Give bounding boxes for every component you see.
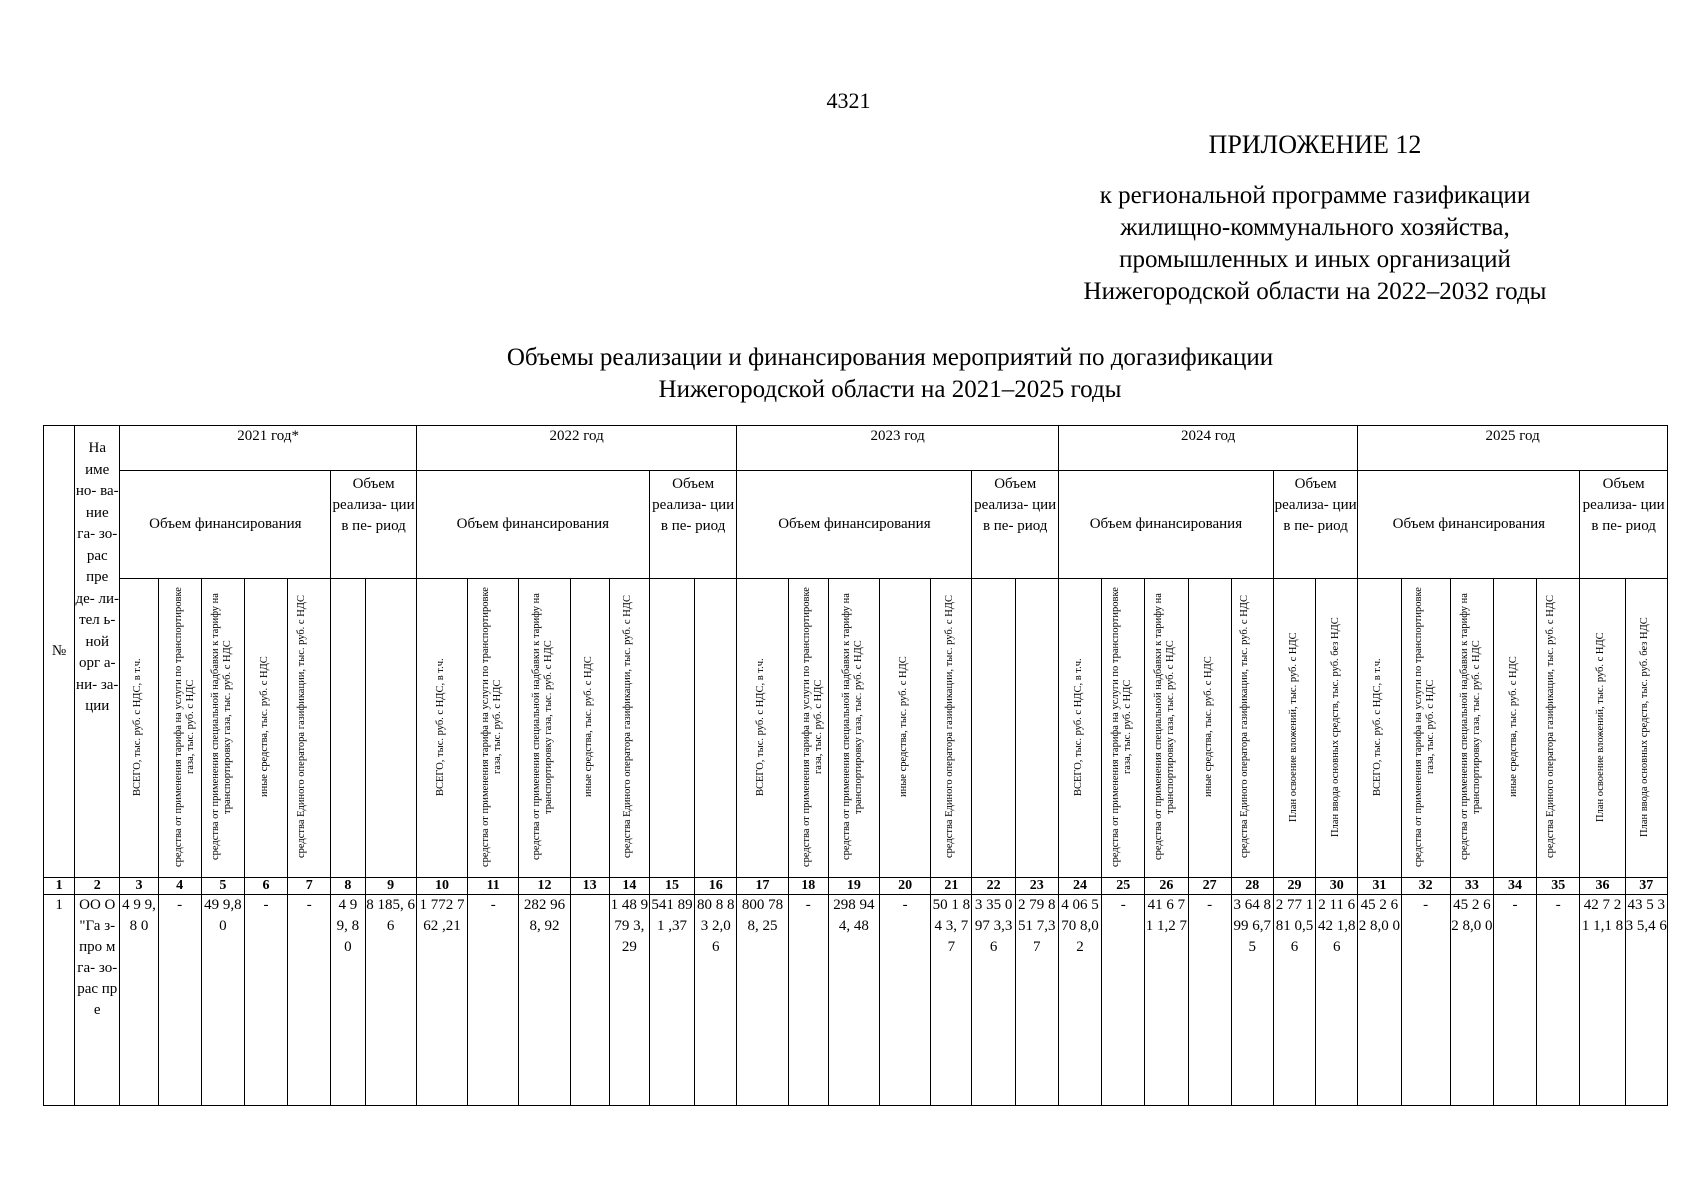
appendix-subtitle xyxy=(1030,180,1600,308)
edinyi-operator-header-text: средства Единого оператора газификации, тыс. руб. с НДС xyxy=(296,595,308,859)
empty-header-cell xyxy=(695,579,737,878)
tariff-header xyxy=(158,579,201,878)
special-surcharge-header-text: средства от применения специальной надбавки к тарифу на транспортировку газа, тыс. руб. с НДС xyxy=(531,593,555,861)
table-cell: - xyxy=(788,895,828,1106)
number-column-header: № xyxy=(44,426,75,878)
special-surcharge-header xyxy=(1145,579,1188,878)
other-funds-header-text: иные средства, тыс. руб. с НДС xyxy=(582,656,594,798)
other-funds-header xyxy=(1493,579,1536,878)
other-funds-header-text: иные средства, тыс. руб. с НДС xyxy=(1508,656,1520,798)
year-2024-header: 2024 год xyxy=(1058,426,1357,471)
total-header xyxy=(737,579,788,878)
table-cell: 8 185, 66 xyxy=(365,895,416,1106)
column-number: 24 xyxy=(1058,878,1101,895)
table-cell: 49 9,8 0 xyxy=(201,895,244,1106)
empty-header-cell xyxy=(1015,579,1058,878)
edinyi-operator-header xyxy=(931,579,972,878)
column-number: 30 xyxy=(1316,878,1358,895)
column-number: 8 xyxy=(331,878,365,895)
realization-volume-header: Объем реализа- ции в пе- риод xyxy=(649,471,736,579)
empty-header-cell xyxy=(365,579,416,878)
column-number: 6 xyxy=(244,878,287,895)
column-number: 12 xyxy=(519,878,570,895)
column-number: 35 xyxy=(1537,878,1580,895)
column-number: 1 xyxy=(44,878,75,895)
table-cell: 2 79 8 51 7,3 7 xyxy=(1015,895,1058,1106)
realization-volume-header: Объем реализа- ции в пе- риод xyxy=(972,471,1058,579)
plan-investment-header-text: План освоение вложений, тыс. руб. с НДС xyxy=(1287,632,1299,822)
total-header xyxy=(1058,579,1101,878)
tariff-header xyxy=(468,579,519,878)
other-funds-header-text: иные средства, тыс. руб. с НДС xyxy=(1202,656,1214,798)
realization-volume-header: Объем реализа- ции в пе- риод xyxy=(1273,471,1357,579)
total-header-text: ВСЕГО, тыс. руб. с НДС, в т.ч. xyxy=(131,658,143,796)
tariff-header xyxy=(1102,579,1145,878)
other-funds-header xyxy=(244,579,287,878)
column-number: 18 xyxy=(788,878,828,895)
column-number: 16 xyxy=(695,878,737,895)
plan-commissioning-header xyxy=(1625,579,1667,878)
table-cell: - xyxy=(468,895,519,1106)
column-number: 20 xyxy=(880,878,931,895)
column-number: 11 xyxy=(468,878,519,895)
total-header xyxy=(416,579,467,878)
table-cell: 1 772 762 ,21 xyxy=(416,895,467,1106)
total-header-text: ВСЕГО, тыс. руб. с НДС, в т.ч. xyxy=(434,658,446,796)
other-funds-header xyxy=(570,579,609,878)
table-cell: 41 6 71 1,2 7 xyxy=(1145,895,1188,1106)
group-header-row xyxy=(44,471,1668,579)
table-cell: 80 8 83 2,0 6 xyxy=(695,895,737,1106)
column-number: 9 xyxy=(365,878,416,895)
empty-header-cell xyxy=(972,579,1015,878)
table-cell: 43 5 33 5,4 6 xyxy=(1625,895,1667,1106)
column-number: 26 xyxy=(1145,878,1188,895)
plan-commissioning-header-text: План ввода основных средств, тыс. руб. без НДС xyxy=(1639,617,1651,837)
financing-volume-header: Объем финансирования xyxy=(1358,471,1580,579)
plan-commissioning-header-text: План ввода основных средств, тыс. руб. без НДС xyxy=(1329,617,1341,837)
special-surcharge-header xyxy=(1450,579,1493,878)
special-surcharge-header-text: средства от применения специальной надбавки к тарифу на транспортировку газа, тыс. руб. с НДС xyxy=(1458,593,1482,861)
column-number: 15 xyxy=(649,878,694,895)
column-number: 5 xyxy=(201,878,244,895)
column-number: 13 xyxy=(570,878,609,895)
financing-volume-header: Объем финансирования xyxy=(416,471,649,579)
table-cell: 2 11 6 42 1,8 6 xyxy=(1316,895,1358,1106)
tariff-header-text: средства от применения тарифа на услуги по транспортировке газа, тыс. руб. с НДС xyxy=(480,587,504,867)
table-cell: 3 35 0 97 3,3 6 xyxy=(972,895,1015,1106)
edinyi-operator-header-text: средства Единого оператора газификации, тыс. руб. с НДС xyxy=(622,595,634,859)
column-number: 32 xyxy=(1401,878,1450,895)
financing-table xyxy=(43,425,1668,1106)
total-header-text: ВСЕГО, тыс. руб. с НДС, в т.ч. xyxy=(1372,658,1384,796)
column-number: 34 xyxy=(1493,878,1536,895)
other-funds-header-text: иные средства, тыс. руб. с НДС xyxy=(259,656,271,798)
financing-volume-header: Объем финансирования xyxy=(1058,471,1273,579)
document-title-line: Объемы реализации и финансирования мероприятий по догазификации xyxy=(506,344,1274,371)
column-number: 4 xyxy=(158,878,201,895)
document-title xyxy=(300,342,1480,406)
total-header xyxy=(120,579,158,878)
column-number: 31 xyxy=(1358,878,1401,895)
special-surcharge-header-text: средства от применения специальной надбавки к тарифу на транспортировку газа, тыс. руб. с НДС xyxy=(209,593,233,861)
table-row xyxy=(44,895,1668,1106)
table-cell: 541 891 ,37 xyxy=(649,895,694,1106)
special-surcharge-header xyxy=(828,579,879,878)
table-cell: - xyxy=(880,895,931,1106)
appendix-title: ПРИЛОЖЕНИЕ 12 xyxy=(1208,130,1422,159)
realization-volume-header: Объем реализа- ции в пе- риод xyxy=(1580,471,1668,579)
table-cell: 4 06 5 70 8,0 2 xyxy=(1058,895,1101,1106)
column-number: 19 xyxy=(828,878,879,895)
financing-volume-header: Объем финансирования xyxy=(737,471,972,579)
total-header-text: ВСЕГО, тыс. руб. с НДС, в т.ч. xyxy=(755,658,767,796)
edinyi-operator-header-text: средства Единого оператора газификации, тыс. руб. с НДС xyxy=(1545,595,1557,859)
table-cell: 3 64 8 99 6,7 5 xyxy=(1231,895,1273,1106)
appendix-line: промышленных и иных организаций xyxy=(1119,246,1511,273)
column-numbers-row xyxy=(44,878,1668,895)
table-cell: 45 2 62 8,0 0 xyxy=(1450,895,1493,1106)
table-cell: 1 48 9 79 3, 29 xyxy=(609,895,649,1106)
plan-commissioning-header xyxy=(1316,579,1358,878)
table-cell: - xyxy=(288,895,331,1106)
column-number: 10 xyxy=(416,878,467,895)
table-cell: - xyxy=(244,895,287,1106)
tariff-header-text: средства от применения тарифа на услуги по транспортировке газа, тыс. руб. с НДС xyxy=(1110,587,1134,867)
year-2021-header: 2021 год* xyxy=(120,426,416,471)
special-surcharge-header xyxy=(201,579,244,878)
column-number: 17 xyxy=(737,878,788,895)
table-cell: - xyxy=(1188,895,1231,1106)
other-funds-header-text: иные средства, тыс. руб. с НДС xyxy=(898,656,910,798)
tariff-header xyxy=(1401,579,1450,878)
table-cell: - xyxy=(158,895,201,1106)
column-number: 27 xyxy=(1188,878,1231,895)
edinyi-operator-header xyxy=(609,579,649,878)
column-number: 23 xyxy=(1015,878,1058,895)
tariff-header-text: средства от применения тарифа на услуги по транспортировке газа, тыс. руб. с НДС xyxy=(801,587,825,867)
financing-volume-header: Объем финансирования xyxy=(120,471,331,579)
tariff-header xyxy=(788,579,828,878)
column-number: 2 xyxy=(75,878,120,895)
other-funds-header xyxy=(880,579,931,878)
plan-investment-header xyxy=(1273,579,1315,878)
column-number: 14 xyxy=(609,878,649,895)
edinyi-operator-header xyxy=(288,579,331,878)
column-number: 28 xyxy=(1231,878,1273,895)
edinyi-operator-header-text: средства Единого оператора газификации, тыс. руб. с НДС xyxy=(1239,595,1251,859)
appendix-line: к региональной программе газификации xyxy=(1099,182,1531,209)
empty-header-cell xyxy=(649,579,694,878)
table-cell: 42 7 21 1,1 8 xyxy=(1580,895,1625,1106)
column-number: 21 xyxy=(931,878,972,895)
row-number: 1 xyxy=(44,895,75,1106)
table-cell: - xyxy=(1537,895,1580,1106)
column-number: 7 xyxy=(288,878,331,895)
tariff-header-text: средства от применения тарифа на услуги по транспортировке газа, тыс. руб. с НДС xyxy=(1412,587,1436,867)
edinyi-operator-header xyxy=(1231,579,1273,878)
total-header-text: ВСЕГО, тыс. руб. с НДС, в т.ч. xyxy=(1072,658,1084,796)
table-cell: 282 968, 92 xyxy=(519,895,570,1106)
table-cell: 800 788, 25 xyxy=(737,895,788,1106)
realization-volume-header: Объем реализа- ции в пе- риод xyxy=(331,471,416,579)
table-cell: 298 944, 48 xyxy=(828,895,879,1106)
appendix-line: Нижегородской области на 2022–2032 годы xyxy=(1083,278,1547,305)
column-number: 37 xyxy=(1625,878,1667,895)
table-cell: - xyxy=(1493,895,1536,1106)
plan-investment-header-text: План освоение вложений, тыс. руб. с НДС xyxy=(1595,632,1607,822)
appendix-line: жилищно-коммунального хозяйства, xyxy=(1120,214,1510,241)
special-surcharge-header xyxy=(519,579,570,878)
column-number: 33 xyxy=(1450,878,1493,895)
organization-name-header: На име но- ва- ние га- зо- рас пре де- ли- тел ь- ной орг а- ни- за- ции xyxy=(75,426,120,878)
column-number: 22 xyxy=(972,878,1015,895)
organization-name: ОО О "Га з- про м га- зо- рас пре xyxy=(75,895,120,1106)
table-cell: 50 1 84 3, 77 xyxy=(931,895,972,1106)
special-surcharge-header-text: средства от применения специальной надбавки к тарифу на транспортировку газа, тыс. руб. с НДС xyxy=(840,593,864,861)
table-cell: 4 9 9, 8 0 xyxy=(120,895,158,1106)
page-number: 4321 xyxy=(826,88,871,113)
year-2025-header: 2025 год xyxy=(1358,426,1668,471)
table-cell: 45 2 62 8,0 0 xyxy=(1358,895,1401,1106)
column-number: 29 xyxy=(1273,878,1315,895)
year-2022-header: 2022 год xyxy=(416,426,737,471)
special-surcharge-header-text: средства от применения специальной надбавки к тарифу на транспортировку газа, тыс. руб. с НДС xyxy=(1153,593,1177,861)
document-title-line: Нижегородской области на 2021–2025 годы xyxy=(658,376,1122,403)
table-cell xyxy=(570,895,609,1106)
edinyi-operator-header xyxy=(1537,579,1580,878)
subheader-row xyxy=(44,579,1668,878)
empty-header-cell xyxy=(331,579,365,878)
total-header xyxy=(1358,579,1401,878)
table-cell: - xyxy=(1102,895,1145,1106)
year-2023-header: 2023 год xyxy=(737,426,1059,471)
table-cell: - xyxy=(1401,895,1450,1106)
column-number: 25 xyxy=(1102,878,1145,895)
other-funds-header xyxy=(1188,579,1231,878)
edinyi-operator-header-text: средства Единого оператора газификации, тыс. руб. с НДС xyxy=(944,595,956,859)
tariff-header-text: средства от применения тарифа на услуги по транспортировке газа, тыс. руб. с НДС xyxy=(172,587,196,867)
year-header-row xyxy=(44,426,1668,471)
plan-investment-header xyxy=(1580,579,1625,878)
column-number: 36 xyxy=(1580,878,1625,895)
table-cell: 4 9 9, 8 0 xyxy=(331,895,365,1106)
table-cell: 2 77 1 81 0,5 6 xyxy=(1273,895,1315,1106)
column-number: 3 xyxy=(120,878,158,895)
